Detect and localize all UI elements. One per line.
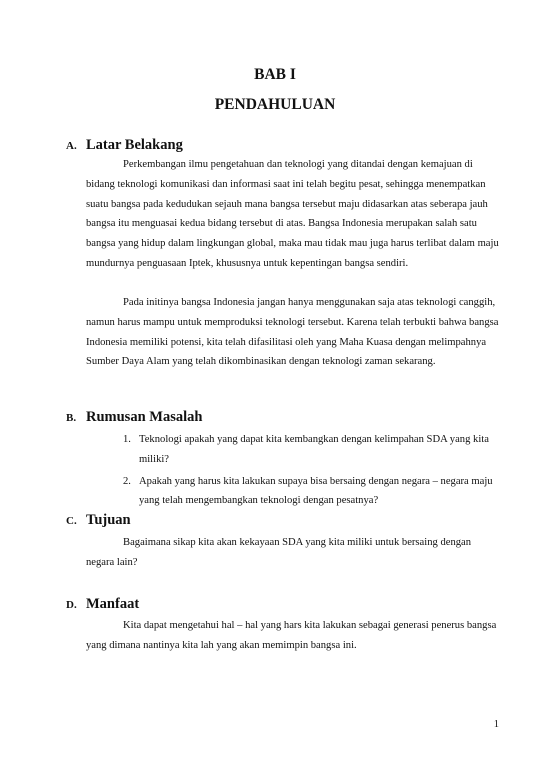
section-title: Latar Belakang [86, 137, 183, 153]
list-item-text: Teknologi apakah yang dapat kita kembangkan dengan kelimpahan SDA yang kita miliki? [139, 434, 489, 465]
section-title: Manfaat [86, 596, 140, 612]
page-number: 1 [493, 719, 499, 730]
section-d-heading [66, 595, 139, 614]
section-a-heading [66, 136, 183, 155]
chapter-number: BAB I [254, 66, 296, 83]
section-title: Rumusan Masalah [86, 409, 203, 425]
section-c-paragraph: Bagaimana sikap kita akan kekayaan SDA yang kita miliki untuk bersaing dengan negara lain? [86, 537, 472, 568]
section-b-heading [66, 408, 202, 427]
section-a-paragraph-2: Pada initinya bangsa Indonesia jangan hanya menggunakan saja atas teknologi canggih, namun harus mampu untuk memproduksi teknologi tersebut. Karena telah terbukti bahwa bangsa Indonesia memiliki potensi, kita telah difasilitasi oleh yang Maha Kuasa dengan melimpahnya Sumber Daya Alam yang telah dikombinasikan dengan teknologi zaman sekarang. [86, 297, 499, 368]
section-letter: B. [66, 412, 77, 424]
list-item [123, 472, 503, 512]
list-item-number: 1. [123, 434, 131, 445]
section-d-paragraph: Kita dapat mengetahui hal – hal yang hars kita lakukan sebagai generasi penerus bangsa yang dimana nantinya kita lah yang akan memimpin bangsa ini. [86, 620, 497, 651]
section-letter: D. [66, 599, 77, 611]
section-c-heading [66, 511, 131, 530]
chapter-title: PENDAHULUAN [214, 96, 336, 113]
section-letter: A. [66, 140, 77, 152]
section-title: Tujuan [86, 512, 131, 528]
list-item-text: Apakah yang harus kita lakukan supaya bisa bersaing dengan negara – negara maju yang telah mengembangkan teknologi dengan pesatnya? [139, 475, 493, 507]
section-a-paragraph-1: Perkembangan ilmu pengetahuan dan teknologi yang ditandai dengan kemajuan di bidang teknologi komunikasi dan informasi saat ini telah begitu pesat, sehingga menempatkan suatu bangsa pada kedudukan sejauh mana bangsa tersebut maju didasarkan atas seberapa jauh bangsa itu menguasai kedua bidang tersebut di atas. Bangsa Indonesia merupakan salah satu bangsa yang hidup dalam lingkungan global, maka mau tidak mau juga harus terlibat dalam maju mundurnya penguasaan Iptek, khususnya untuk kepentingan bangsa sendiri. [86, 159, 499, 269]
list-item-number: 2. [123, 475, 131, 487]
problem-list [123, 430, 503, 513]
list-item [123, 430, 503, 470]
section-letter: C. [66, 515, 77, 527]
